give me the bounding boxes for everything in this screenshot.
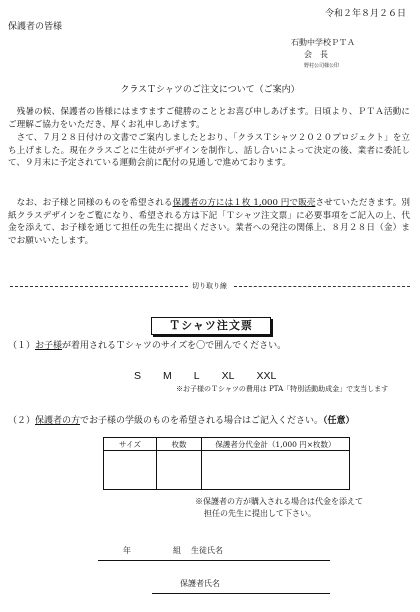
grade-label: 年 [123, 546, 131, 555]
quantity-cell[interactable] [157, 451, 202, 490]
question-1 [8, 340, 286, 352]
question-1-text: が着用されるＴシャツのサイズを〇で囲んでください。 [62, 341, 287, 351]
position-title: 会 長 [304, 50, 328, 59]
total-cell[interactable] [202, 451, 350, 490]
paragraph-3-start: なお、お子様と同様のものを希望される [16, 198, 173, 208]
question-1-number: （１） [8, 341, 36, 351]
notice-title: クラスＴシャツのご注文について（ご案内） [120, 85, 300, 95]
size-s[interactable]: S [134, 370, 142, 382]
question-1-note: ※お子様のＴシャツの費用は PTA「特別活動助成金」で支当します [176, 385, 389, 393]
class-label: 組 [173, 546, 181, 555]
paragraph-2: さて、７月２８日付けの文書でご案内しましたとおり、「クラスＴシャツ２０２０プロジェクト」を立ち上げました。現在クラスごとに生徒がデザインを制作し、話し合いによって決定の後、業者に委託して、９月末に予定されている運動会前に配付の見通しで進めております。 [8, 133, 410, 169]
size-cell[interactable] [104, 451, 157, 490]
recipient: 保護者の皆様 [8, 22, 63, 32]
parent-name-label: 保護者氏名 [180, 579, 220, 588]
question-2-note-2: 担任の先生に提出して下さい。 [204, 509, 316, 518]
cut-line-right [234, 286, 410, 287]
header-quantity: 枚数 [157, 438, 202, 451]
student-name-label: 生徒氏名 [191, 546, 223, 555]
question-2-text: でお子様の学級のものを希望される場合はご記入ください。 [80, 416, 324, 426]
size-xxl[interactable]: XXL [256, 370, 277, 382]
paragraph-3-underlined: 保護者の方には１枚 1,000 円で販売 [172, 198, 316, 208]
cut-line-label: 切り取り線 [192, 282, 227, 290]
seal-text: 野村公司様公印 [304, 63, 340, 69]
date: 令和２年８月２６日 [324, 9, 406, 19]
size-l[interactable]: L [193, 370, 200, 382]
size-xl[interactable]: XL [221, 370, 235, 382]
order-table [103, 437, 350, 490]
size-options [134, 364, 298, 383]
header-size: サイズ [104, 438, 157, 451]
question-2-number: （２） [8, 416, 36, 426]
header-total: 保護者分代金計（1,000 円×枚数） [202, 438, 350, 451]
size-m[interactable]: M [163, 370, 172, 382]
paragraph-3 [8, 197, 410, 247]
optional-label: （任意） [323, 416, 355, 426]
question-2 [8, 415, 355, 427]
parent-name-line[interactable] [152, 593, 330, 594]
question-2-subject: 保護者の方 [35, 416, 81, 426]
paragraph-1: 残暑の候、保護者の皆様にはますますご健勝のこととお喜び申しあげます。日頃より、ＰＴＡ活動にご理解ご協力をいただき、厚くお礼申しあげます。 [8, 107, 410, 130]
question-2-note-1: ※保護者の方が購入される場合は代金を添えて [195, 497, 363, 506]
question-1-subject: お子様 [35, 341, 63, 351]
school-name: 石動中学校ＰＴＡ [291, 38, 355, 47]
order-form-title: Ｔシャツ注文票 [151, 317, 271, 335]
paragraph-3-end: させていただきます。別紙クラスデザインをご覧になり、希望される方は下記「Ｔシャツ注文票」に必要事項をご記入の上、代金を添えて、お子様を通じて担任の先生に提出ください。業者への発注の関係上、８月２８日（金）までお願いいたします。 [8, 198, 410, 246]
cut-line-left [10, 286, 188, 287]
student-name-line[interactable] [98, 560, 330, 561]
